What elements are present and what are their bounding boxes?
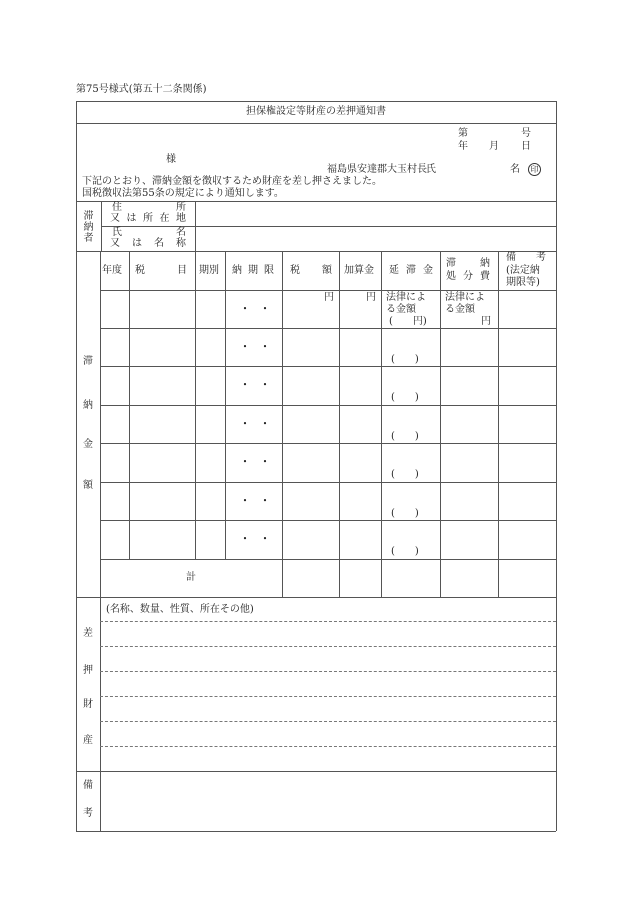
disposal-legal-2: る金額 [445, 304, 475, 315]
row-line-5 [100, 482, 556, 483]
remarks-label-char-2: 考 [83, 808, 93, 819]
row-line-3 [100, 405, 556, 406]
amount-label-char-2: 納 [83, 400, 93, 411]
property-label-char-4: 産 [83, 735, 93, 746]
property-dotted-line [100, 746, 556, 747]
name-label-2: 又 は 名 称 [110, 238, 186, 249]
date-dots: ・ ・ [240, 419, 270, 430]
date-dots: ・ ・ [240, 534, 270, 545]
frame-top [76, 101, 556, 102]
col-header-tax: 税 目 [135, 265, 187, 276]
remarks-label-char-1: 備 [83, 780, 93, 791]
date-dots: ・ ・ [240, 380, 270, 391]
delay-legal-3: ( 円) [389, 316, 427, 327]
col-header-period: 期別 [199, 265, 219, 276]
date-hi: 日 [521, 141, 531, 152]
property-label-char-3: 財 [83, 699, 93, 710]
delay-paren: ( ) [391, 392, 419, 403]
delay-legal-2: る金額 [386, 304, 416, 315]
col-header-disposal-1: 滞 納 [446, 258, 490, 269]
address-label-2: 又 は 所 在 地 [110, 213, 186, 224]
amount-label-char-3: 金 [83, 439, 93, 450]
amount-divider [76, 597, 556, 598]
col-header-year: 年度 [102, 265, 122, 276]
document-title: 担保権設定等財産の差押通知書 [246, 106, 386, 117]
tax-yen-unit: 円 [324, 292, 334, 303]
row-line-1 [100, 328, 556, 329]
col-header-remarks-3: 期限等) [506, 277, 540, 288]
col-line-4 [282, 251, 283, 597]
row-line-header [100, 290, 556, 291]
row-line-7 [100, 559, 556, 560]
delay-paren: ( ) [391, 546, 419, 557]
date-dots: ・ ・ [240, 496, 270, 507]
form-number: 第75号様式(第五十二条関係) [76, 84, 207, 95]
property-dotted-line [100, 621, 556, 622]
issuer-mei: 名 [510, 164, 520, 175]
address-label-1: 住 所 [112, 202, 186, 213]
col-header-disposal-2: 処 分 費 [446, 271, 490, 282]
number-go: 号 [521, 128, 531, 139]
property-label-divider [100, 597, 101, 831]
delay-paren: ( ) [391, 354, 419, 365]
col-header-remarks-2: (法定納 [506, 265, 540, 276]
title-divider [76, 123, 556, 124]
disposal-yen-unit: 円 [481, 316, 491, 327]
date-dots: ・ ・ [240, 342, 270, 353]
delinquent-row-divider [101, 226, 556, 227]
date-tsuki: 月 [489, 141, 499, 152]
property-hint: (名称、数量、性質、所在その他) [106, 604, 254, 615]
delay-paren: ( ) [391, 469, 419, 480]
disposal-legal-1: 法律によ [445, 292, 485, 303]
frame-right [556, 101, 557, 831]
additional-yen-unit: 円 [366, 292, 376, 303]
property-dotted-line [100, 671, 556, 672]
issuer-name: 福島県安達郡大玉村長 [327, 164, 427, 175]
delinquent-label: 滞 納 者 [83, 211, 94, 244]
total-label: 計 [186, 572, 196, 583]
row-line-2 [100, 366, 556, 367]
col-header-delay: 延 滞 金 [389, 265, 433, 276]
amount-label-char-1: 滞 [83, 356, 93, 367]
issuer-shi: 氏 [426, 164, 436, 175]
header-divider [76, 201, 556, 202]
frame-bottom [76, 831, 556, 832]
seal-icon: 印 [528, 163, 541, 176]
number-dai: 第 [458, 128, 468, 139]
col-header-deadline: 納 期 限 [232, 265, 274, 276]
delay-paren: ( ) [391, 431, 419, 442]
amount-label-divider [100, 251, 101, 597]
col-header-additional: 加算金 [344, 265, 374, 276]
property-label-char-1: 差 [83, 628, 93, 639]
property-label-char-2: 押 [83, 665, 93, 676]
row-line-6 [100, 520, 556, 521]
addressee-sama: 様 [166, 154, 176, 165]
col-line-7 [440, 251, 441, 597]
col-line-5 [339, 251, 340, 597]
property-dotted-line [100, 646, 556, 647]
delay-legal-1: 法律によ [386, 292, 426, 303]
name-label-1: 氏 名 [112, 227, 186, 238]
delay-paren: ( ) [391, 508, 419, 519]
row-line-4 [100, 443, 556, 444]
amount-label-char-4: 額 [83, 480, 93, 491]
col-header-remarks-1: 備 考 [506, 252, 546, 263]
date-dots: ・ ・ [240, 457, 270, 468]
property-dotted-line [100, 721, 556, 722]
property-dotted-line [100, 696, 556, 697]
delinquent-divider [76, 251, 556, 252]
col-line-8 [498, 251, 499, 597]
col-header-tax-amount: 税 額 [290, 265, 332, 276]
body-text-1: 下記のとおり、滞納金額を徴収するため財産を差し押さえました。 [82, 176, 382, 187]
body-text-2: 国税徴収法第55条の規定により通知します。 [82, 188, 284, 199]
date-nen: 年 [458, 141, 468, 152]
col-line-6 [381, 251, 382, 597]
property-divider [76, 771, 556, 772]
date-dots: ・ ・ [240, 304, 270, 315]
